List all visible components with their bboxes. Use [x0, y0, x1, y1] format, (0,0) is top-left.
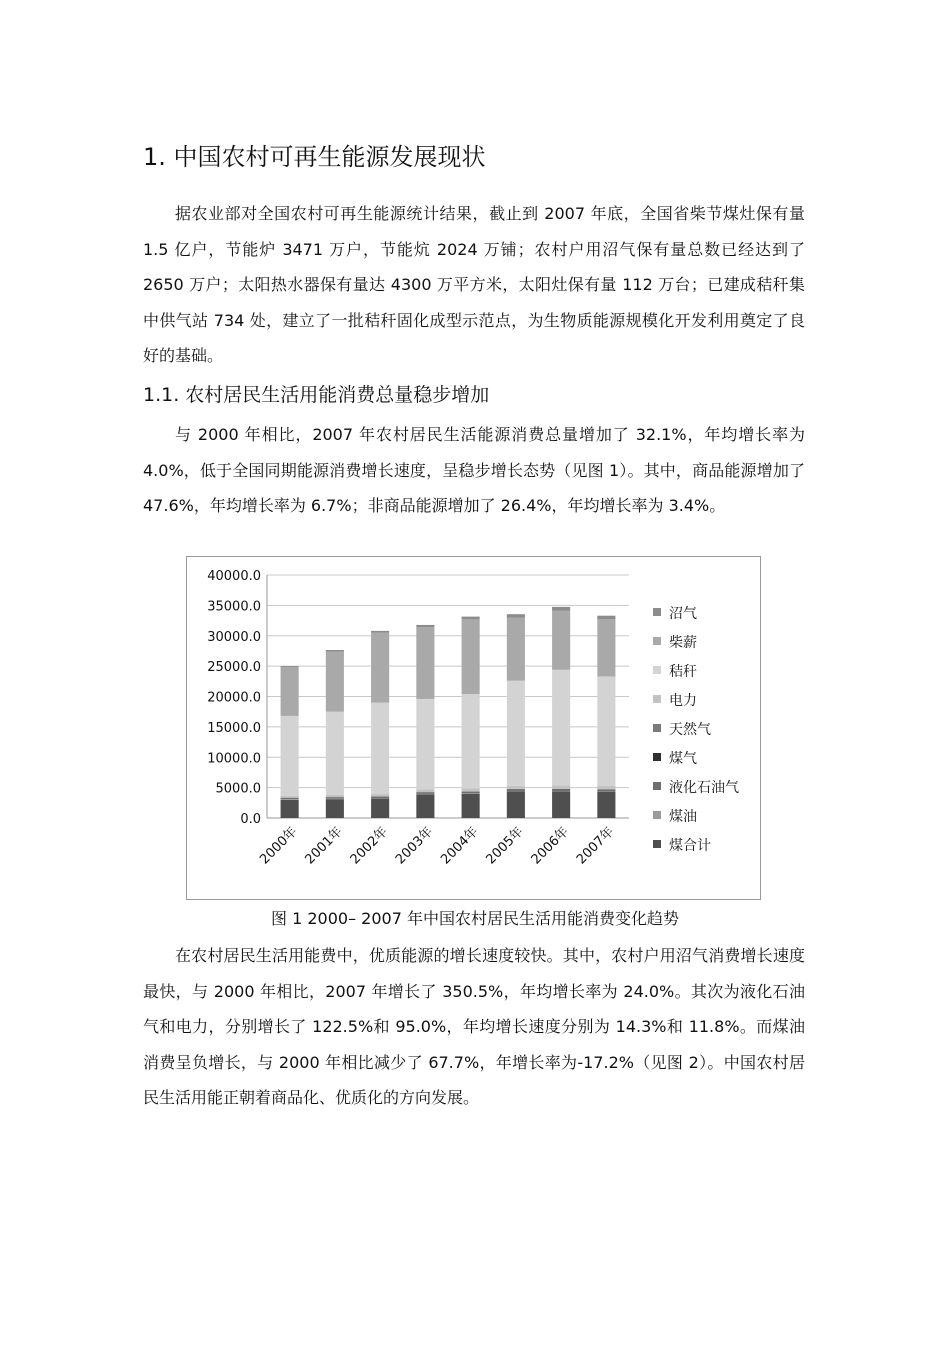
bar-segment	[597, 616, 615, 620]
bar-segment	[281, 667, 299, 716]
x-tick-label: 2003年	[393, 824, 437, 868]
y-tick-label: 5000.0	[215, 781, 261, 797]
legend-swatch	[653, 840, 661, 848]
bar-segment	[597, 786, 615, 790]
x-tick-label: 2002年	[347, 824, 391, 868]
bar-segment	[281, 716, 299, 796]
y-tick-label: 30000.0	[207, 629, 261, 645]
bar-segment	[326, 652, 344, 712]
bar-segment	[552, 611, 570, 670]
legend-label: 沼气	[669, 606, 697, 622]
subsection-heading: 1.1. 农村居民生活用能消费总量稳步增加	[143, 384, 490, 406]
x-tick-label: 2004年	[438, 824, 482, 868]
legend-label: 煤合计	[669, 838, 711, 854]
bar-segment	[326, 650, 344, 652]
bar-segment	[326, 712, 344, 795]
bar-segment	[371, 799, 389, 818]
bar-segment	[326, 799, 344, 800]
bar-segment	[597, 619, 615, 676]
x-tick-label: 2005年	[483, 824, 527, 868]
figure-caption: 图 1 2000– 2007 年中国农村居民生活用能消费变化趋势	[271, 909, 679, 928]
bar-segment	[462, 794, 480, 818]
bar-segment	[552, 785, 570, 788]
bar-segment	[507, 789, 525, 791]
y-tick-label: 40000.0	[207, 569, 261, 584]
bar-segment	[371, 703, 389, 794]
bar-segment	[462, 694, 480, 788]
x-tick-label: 2006年	[528, 824, 572, 868]
bar-segment	[507, 618, 525, 681]
bar-segment	[326, 799, 344, 818]
x-tick-label: 2007年	[574, 824, 618, 868]
bar-segment	[416, 789, 434, 792]
bar-segment	[552, 791, 570, 818]
bar-segment	[416, 794, 434, 818]
bar-segment	[371, 631, 389, 633]
legend-label: 电力	[669, 693, 697, 709]
bar-segment	[281, 796, 299, 798]
bar-segment	[281, 799, 299, 800]
bar-segment	[416, 792, 434, 794]
bar-segment	[507, 681, 525, 786]
legend-swatch	[653, 811, 661, 819]
x-tick-label: 2001年	[302, 824, 346, 868]
bar-segment	[371, 797, 389, 798]
x-tick-label: 2000年	[257, 824, 301, 868]
bar-segment	[326, 795, 344, 797]
legend-swatch	[653, 637, 661, 645]
y-tick-label: 10000.0	[207, 751, 261, 767]
bar-segment	[371, 794, 389, 796]
bar-segment	[462, 619, 480, 694]
bar-segment	[597, 792, 615, 818]
y-tick-label: 35000.0	[207, 599, 261, 615]
bar-segment	[462, 788, 480, 791]
bar-segment	[416, 625, 434, 627]
bar-segment	[462, 792, 480, 794]
legend-label: 柴薪	[669, 635, 697, 651]
legend-label: 煤油	[669, 809, 697, 825]
bar-segment	[281, 666, 299, 667]
bar-segment	[552, 670, 570, 786]
legend-label: 天然气	[669, 722, 711, 738]
bar-segment	[462, 617, 480, 620]
bar-segment	[326, 797, 344, 798]
y-tick-label: 0.0	[240, 812, 261, 827]
bar-segment	[507, 791, 525, 818]
section-heading: 1. 中国农村可再生能源发展现状	[143, 143, 486, 171]
bar-segment	[371, 633, 389, 703]
bar-segment	[552, 789, 570, 791]
legend-label: 液化石油气	[669, 780, 739, 796]
bar-segment	[507, 786, 525, 789]
legend-swatch	[653, 753, 661, 761]
bar-segment	[552, 607, 570, 611]
legend-swatch	[653, 782, 661, 790]
y-tick-label: 15000.0	[207, 720, 261, 736]
y-tick-label: 20000.0	[207, 690, 261, 706]
bar-segment	[416, 699, 434, 789]
quality-energy-paragraph: 在农村居民生活用能费中，优质能源的增长速度较快。其中，农村户用沼气消费增长速度最快，与 2000 年相比，2007 年增长了 350.5%，年均增长率为 24.0%。其次为液化石油气和电力，分别增长了 122.5%和 95.0%，年均增长速度分别为 14.3%和 11.8%。而煤油消费呈负增长，与 2000 年相比减少了 67.7%，年增长率为-17.2%（见图 2）。中国农村居民生活用能正朝着商品化、优质化的方向发展。	[143, 946, 805, 1107]
intro-paragraph: 据农业部对全国农村可再生能源统计结果，截止到 2007 年底，全国省柴节煤灶保有量 1.5 亿户，节能炉 3471 万户，节能炕 2024 万铺；农村户用沼气保有量总数已经达到了 2650 万户；太阳热水器保有量达 4300 万平方米，太阳灶保有量 112 万台；已建成秸秆集中供气站 734 处，建立了一批秸秆固化成型示范点，为生物质能源规模化开发利用奠定了良好的基础。	[143, 204, 805, 365]
chart-svg	[187, 557, 760, 899]
bar-segment	[597, 676, 615, 785]
bar-segment	[281, 800, 299, 818]
bar-segment	[597, 789, 615, 791]
consumption-paragraph: 与 2000 年相比，2007 年农村居民生活能源消费总量增加了 32.1%，年均增长率为 4.0%，低于全国同期能源消费增长速度，呈稳步增长态势（见图 1）。其中，商品能源增加了 47.6%，年均增长率为 6.7%；非商品能源增加了 26.4%，年均增长率为 3.4%。	[143, 425, 805, 515]
bar-segment	[281, 798, 299, 799]
legend-swatch	[653, 666, 661, 674]
bar-segment	[507, 614, 525, 617]
legend-swatch	[653, 724, 661, 732]
bar-segment	[416, 627, 434, 699]
legend-label: 秸秆	[669, 664, 697, 680]
legend-swatch	[653, 695, 661, 703]
legend-label: 煤气	[669, 751, 697, 767]
y-tick-label: 25000.0	[207, 660, 261, 676]
legend-swatch	[653, 608, 661, 616]
energy-consumption-chart	[186, 556, 761, 900]
